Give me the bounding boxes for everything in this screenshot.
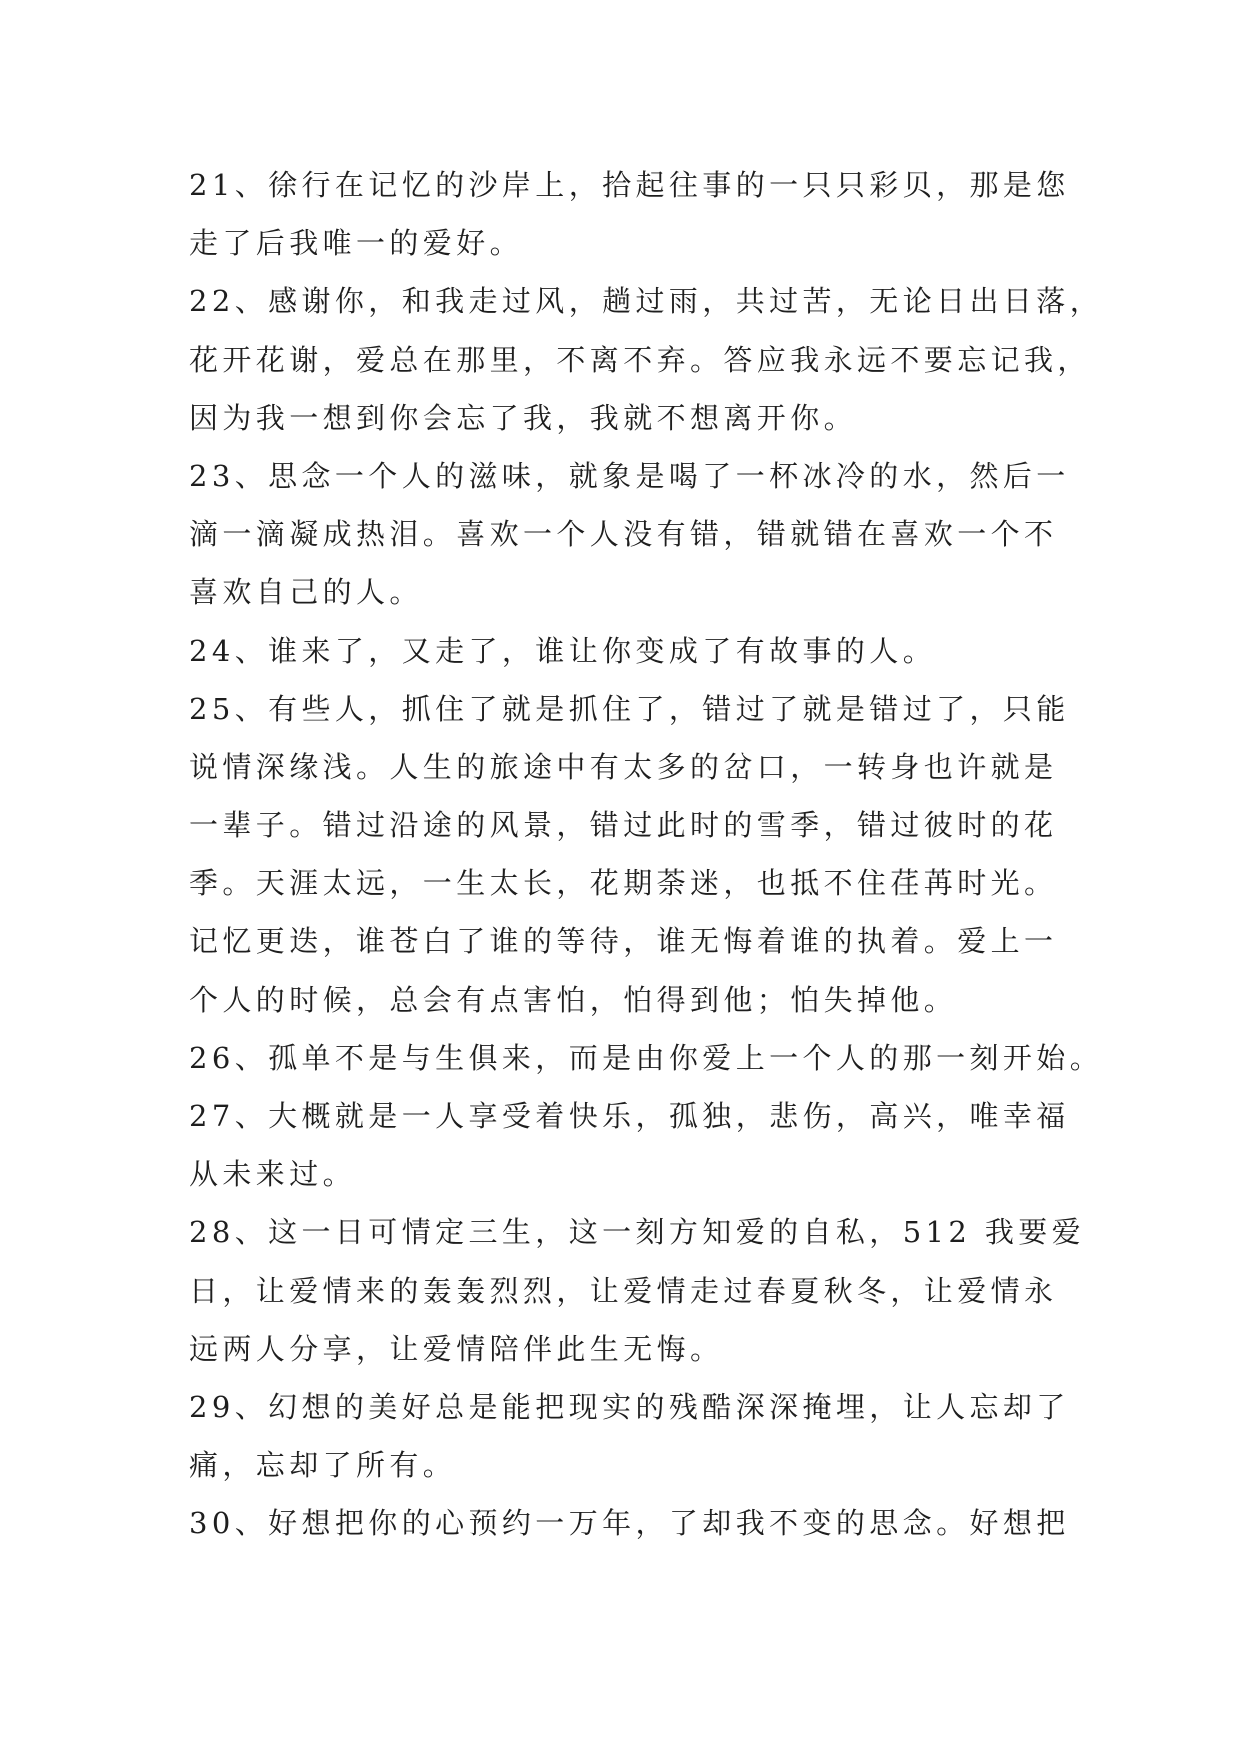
text-line: 27、大概就是一人享受着快乐，孤独，悲伤，高兴，唯幸福 [189,1099,1070,1133]
text-line: 痛，忘却了所有。 [189,1448,457,1483]
text-line: 24、谁来了，又走了，谁让你变成了有故事的人。 [189,633,937,668]
text-line: 走了后我唯一的爱好。 [189,226,524,261]
text-line: 说情深缘浅。人生的旅途中有太多的岔口，一转身也许就是 [189,749,1058,784]
text-line: 21、徐行在记忆的沙岸上，拾起往事的一只只彩贝，那是您 [189,168,1070,202]
text-line: 28、这一日可情定三生，这一刻方知爱的自私，512 我要爱 [189,1215,1086,1250]
text-line: 个人的时候，总会有点害怕，怕得到他；怕失掉他。 [189,982,958,1017]
text-line: 29、幻想的美好总是能把现实的残酷深深掩埋，让人忘却了 [189,1389,1070,1424]
text-line: 30、好想把你的心预约一万年，了却我不变的思念。好想把 [189,1506,1070,1541]
text-line: 一辈子。错过沿途的风景，错过此时的雪季，错过彼时的花 [189,808,1058,843]
text-line: 日，让爱情来的轰轰烈烈，让爱情走过春夏秋冬，让爱情永 [189,1273,1058,1308]
text-line: 26、孤单不是与生俱来，而是由你爱上一个人的那一刻开始。 [189,1040,1104,1075]
text-line: 因为我一想到你会忘了我，我就不想离开你。 [189,400,858,435]
text-line: 季。天涯太远，一生太长，花期荼迷，也抵不住荏苒时光。 [189,866,1058,901]
text-line: 远两人分享，让爱情陪伴此生无悔。 [189,1331,724,1366]
text-line: 从未来过。 [189,1157,357,1192]
text-line: 花开花谢，爱总在那里，不离不弃。答应我永远不要忘记我， [189,342,1091,377]
text-line: 25、有些人，抓住了就是抓住了，错过了就是错过了，只能 [189,691,1070,726]
text-line: 22、感谢你，和我走过风，趟过雨，共过苦，无论日出日落， [189,284,1104,319]
text-line: 滴一滴凝成热泪。喜欢一个人没有错，错就错在喜欢一个不 [189,517,1058,552]
text-line: 喜欢自己的人。 [189,575,423,610]
text-line: 记忆更迭，谁苍白了谁的等待，谁无悔着谁的执着。爱上一 [189,924,1058,959]
body-text [189,156,1104,1553]
text-line: 23、思念一个人的滋味，就象是喝了一杯冰冷的水，然后一 [189,458,1070,493]
